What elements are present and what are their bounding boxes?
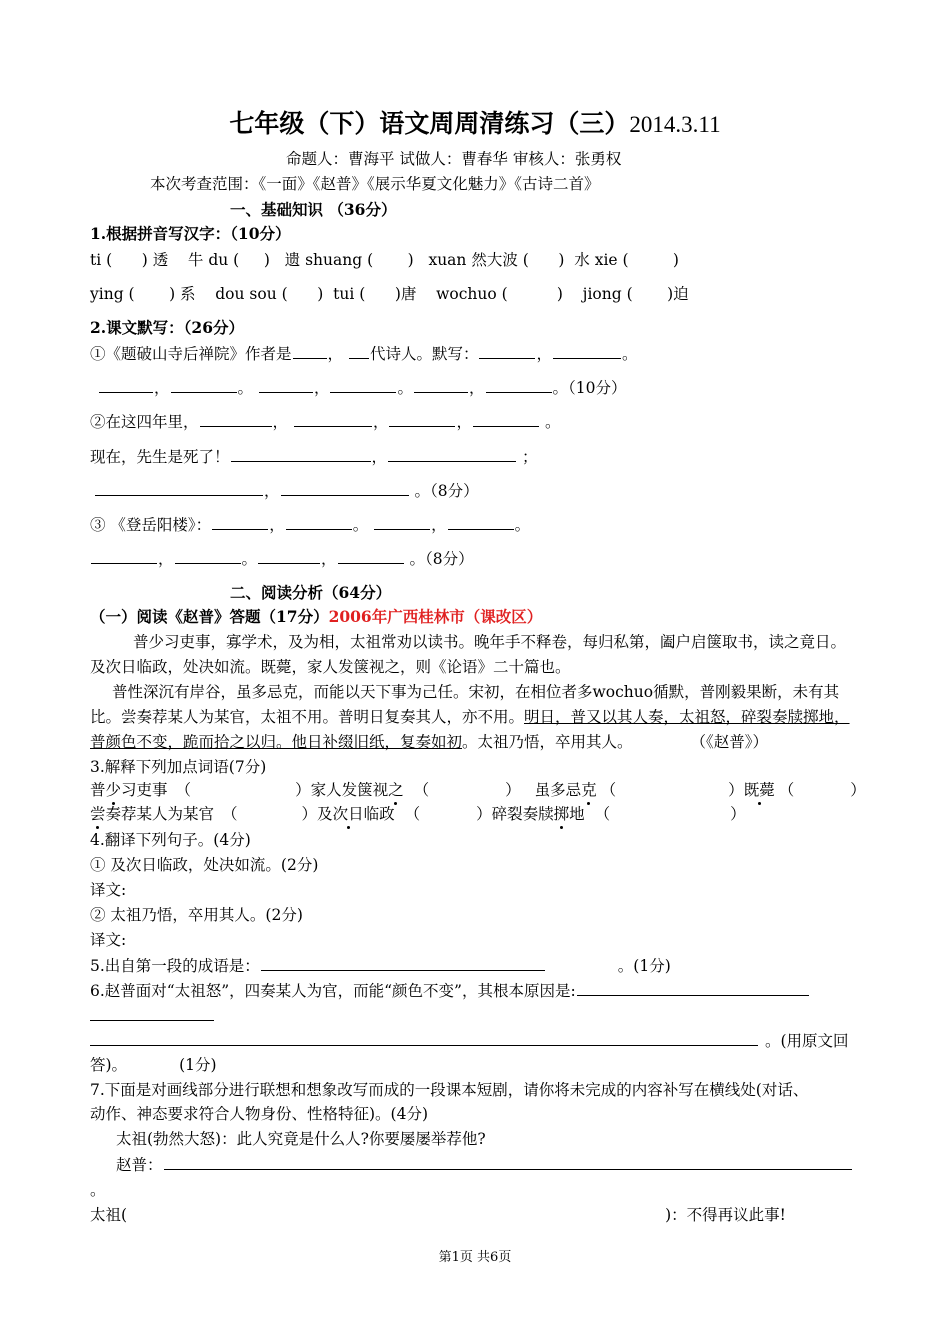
comma: ， <box>313 379 330 397</box>
q6-line3 <box>90 1029 849 1052</box>
authors-line: 命题人：曹海平 试做人：曹春华 审核人：张勇权 <box>286 150 622 168</box>
q6-line4 <box>90 1054 217 1076</box>
q2-a-line1 <box>90 342 638 365</box>
reading1-label: （一）阅读《赵普》答题（17分） <box>90 607 329 626</box>
q6-tail: 。(用原文回 <box>765 1032 849 1050</box>
blank[interactable] <box>231 445 371 462</box>
q3-dotted-word: 尝 <box>90 805 106 823</box>
q2-a-mid1: ， <box>327 345 344 363</box>
blank[interactable] <box>99 376 153 393</box>
q2-c-score: 。（8分） <box>409 550 474 568</box>
q7-line1: 7.下面是对画线部分进行联想和想象改写而成的一段课本短剧，请你将未完成的内容补写在横线处(对话、 <box>90 1081 809 1099</box>
q5-answer-blank[interactable] <box>261 954 545 971</box>
q3-dotted-word: 次日 <box>332 805 364 823</box>
q6-line1 <box>90 979 810 1002</box>
q3-word-text: ）家人发箧视 <box>295 781 389 799</box>
blank[interactable] <box>212 513 268 530</box>
passage-p2-line2 <box>90 706 850 728</box>
blank[interactable] <box>479 342 535 359</box>
q7-taizu2-suffix: )：不得再议此事! <box>665 1206 786 1224</box>
comma: ， <box>269 516 285 534</box>
comma: ， <box>469 379 485 397</box>
q3-word-text: 虽多忌 <box>534 781 582 799</box>
q3-label: 3.解释下列加点词语(7分) <box>90 758 267 776</box>
q2-c-line1 <box>90 513 530 536</box>
q4-yiwen-1: 译文: <box>90 881 127 899</box>
q3-word-text: ）及 <box>301 805 333 823</box>
q6-score: (1分) <box>179 1056 217 1074</box>
period: 。 <box>544 413 561 431</box>
passage-p1-line2: 及次日临政，处决如流。既薨，家人发箧视之，则《论语》二十篇也。 <box>90 658 571 676</box>
q4-yiwen-2: 译文: <box>90 931 127 949</box>
period: 。 <box>514 516 531 534</box>
q2-label: 2.课文默写：（26分） <box>90 318 245 337</box>
passage-p2-line3 <box>90 731 768 753</box>
q4-label: 4.翻译下列句子。(4分) <box>90 831 251 849</box>
comma: ， <box>272 413 289 431</box>
q2-c-line2 <box>90 547 474 570</box>
q4-s1: ① 及次日临政，处决如流。(2分) <box>90 856 319 874</box>
q7-zhaopu-line <box>116 1153 853 1176</box>
blank[interactable] <box>258 547 320 564</box>
q3-dotted-word: 克 <box>581 781 597 799</box>
comma: ， <box>158 550 174 568</box>
q7-taizu2-prefix: 太祖( <box>90 1206 128 1224</box>
period: 。 <box>352 516 369 534</box>
q3-row1: 普少习吏事 （ ）家人发箧视之 （ ） 虽多忌克 （ ）既薨 （ ） <box>90 781 866 799</box>
q7-dot-end: 。 <box>90 1181 106 1199</box>
comma: ， <box>536 345 552 363</box>
q7-zhaopu-blank[interactable] <box>164 1153 852 1170</box>
q3-word-text: 习吏事 <box>121 781 168 799</box>
period: 。 <box>237 379 254 397</box>
q3-word-text: 奏荐某人为某官 <box>105 805 215 823</box>
passage-underlined-1: 明日，普又以其人奏，太祖怒，碎裂奏牍掷地， <box>524 708 850 726</box>
q2-b-score: 。（8分） <box>414 482 479 500</box>
section1-heading: 一、基础知识 （36分） <box>230 200 397 219</box>
q6-label: 6.赵普面对“太祖怒”，四奏某人为官，而能“颜色不变”，其根本原因是: <box>90 982 576 1000</box>
passage-underlined-2: 普颜色不变，跪而拾之以归。他日补缀旧纸，复奏如初 <box>90 733 463 751</box>
q2-a-prefix: ①《题破山寺后禅院》作者是 <box>90 345 292 363</box>
title-date: 2014.3.11 <box>629 112 721 137</box>
period: 。 <box>397 379 413 397</box>
blank[interactable] <box>349 342 369 359</box>
reading1-label-line <box>90 606 542 628</box>
q3-word-text: 临政 <box>363 805 395 823</box>
q3-row2: 尝奏荐某人为某官 （ ）及次日临政 （ ）碎裂奏牍掷地 （ ） <box>90 805 746 823</box>
section2-heading: 二、阅读分析（64分） <box>230 583 392 602</box>
q2-a-score: 。（10分） <box>552 379 627 397</box>
q3-word-text: ）碎裂奏牍 <box>476 805 554 823</box>
q5-label: 5.出自第一段的成语是： <box>90 957 260 975</box>
q6-answer-blank[interactable] <box>90 1029 758 1046</box>
q2-b-prefix: ②在这四年里， <box>90 413 199 431</box>
semicolon: ； <box>521 448 538 466</box>
q7-taizu-line: 太祖(勃然大怒)：此人究竟是什么人?你要屡屡举荐他? <box>116 1130 486 1148</box>
comma: ， <box>264 482 280 500</box>
blank[interactable] <box>91 547 157 564</box>
q2-b-line2-prefix: 现在，先生是死了！ <box>90 448 230 466</box>
comma: ， <box>321 550 337 568</box>
blank[interactable] <box>389 410 455 427</box>
q3-word-text: 地 <box>569 805 585 823</box>
q2-a-line2 <box>98 376 627 399</box>
q1-label: 1.根据拼音写汉字：（10分） <box>90 224 291 243</box>
q3-word-text: 普 <box>90 781 106 799</box>
reading1-source: 2006年广西桂林市（课改区） <box>328 607 543 626</box>
q2-b-line1 <box>90 410 560 433</box>
q2-b-line3 <box>94 479 479 502</box>
q4-s2: ② 太祖乃悟，卒用其人。(2分) <box>90 906 303 924</box>
blank[interactable] <box>330 376 396 393</box>
blank[interactable] <box>553 342 621 359</box>
blank[interactable] <box>473 410 539 427</box>
blank[interactable] <box>175 547 241 564</box>
q3-dotted-word: 既薨 <box>743 781 775 799</box>
q3-dotted-word: 之 <box>388 781 404 799</box>
comma: ， <box>456 413 472 431</box>
blank[interactable] <box>281 479 409 496</box>
comma: ， <box>154 379 170 397</box>
blank[interactable] <box>388 445 516 462</box>
comma: ， <box>431 516 447 534</box>
blank[interactable] <box>338 547 404 564</box>
q7-taizu2-line <box>90 1204 786 1226</box>
q6-tail2: 答)。 <box>90 1056 128 1074</box>
q2-a-mid2: 代诗人。默写： <box>369 345 479 363</box>
blank[interactable] <box>200 410 272 427</box>
page-footer: 第1页 共6页 <box>438 1250 512 1265</box>
q7-zhaopu-label: 赵普： <box>116 1156 163 1174</box>
page-title <box>0 104 950 140</box>
q7-line2: 动作、神态要求符合人物身份、性格特征)。(4分) <box>90 1105 429 1123</box>
blank[interactable] <box>374 513 430 530</box>
comma: ， <box>372 413 389 431</box>
q1-row2: ying ( ) 系 dou sou ( ) tui ( )唐 wochuo ( ) jiong ( )迫 <box>90 285 689 303</box>
comma: ， <box>371 448 388 466</box>
q2-b-line2 <box>90 445 537 468</box>
q2-c-prefix: ③ 《登岳阳楼》： <box>90 516 212 534</box>
q3-dotted-word: 少 <box>105 781 122 799</box>
period: 。 <box>241 550 258 568</box>
title-text: 七年级（下）语文周周清练习（三） <box>229 109 630 138</box>
blank[interactable] <box>448 513 514 530</box>
q1-row1: ti ( ) 透 牛 du ( ) 遗 shuang ( ) xuan 然大波 ( ) 水 xie ( ) <box>90 251 679 269</box>
q3-dotted-word: 掷 <box>553 805 570 823</box>
q6-answer-blank[interactable] <box>577 979 809 996</box>
blank[interactable] <box>95 479 263 496</box>
q6-answer-blank[interactable] <box>90 1004 214 1021</box>
passage-p2-line2a: 比。尝奏荐某人为某官，太祖不用。普明日复奏其人，亦不用。 <box>90 708 525 726</box>
blank[interactable] <box>293 342 327 359</box>
blank[interactable] <box>414 376 468 393</box>
passage-source: （《赵普》） <box>690 733 769 751</box>
scope-line: 本次考查范围：《一面》《赵普》《展示华夏文化魅力》《古诗二首》 <box>150 175 600 193</box>
q5-score: 。(1分) <box>617 957 671 975</box>
passage-p2-line3b: 。太祖乃悟，卒用其人。 <box>462 733 633 751</box>
passage-p1-line1: 普少习吏事，寡学术，及为相，太祖常劝以读书。晚年手不释卷，每归私第，阖户启箧取书，读之竟日。 <box>133 633 847 651</box>
blank[interactable] <box>171 376 237 393</box>
blank[interactable] <box>286 513 352 530</box>
q5-line <box>90 954 671 977</box>
blank[interactable] <box>486 376 552 393</box>
blank[interactable] <box>259 376 313 393</box>
period: 。 <box>622 345 638 363</box>
passage-p2-line1: 普性深沉有岸谷，虽多忌克，而能以天下事为己任。宋初，在相位者多wochuo循默，普刚毅果断，未有其 <box>112 683 840 701</box>
q6-line2 <box>90 1004 215 1027</box>
blank[interactable] <box>294 410 372 427</box>
